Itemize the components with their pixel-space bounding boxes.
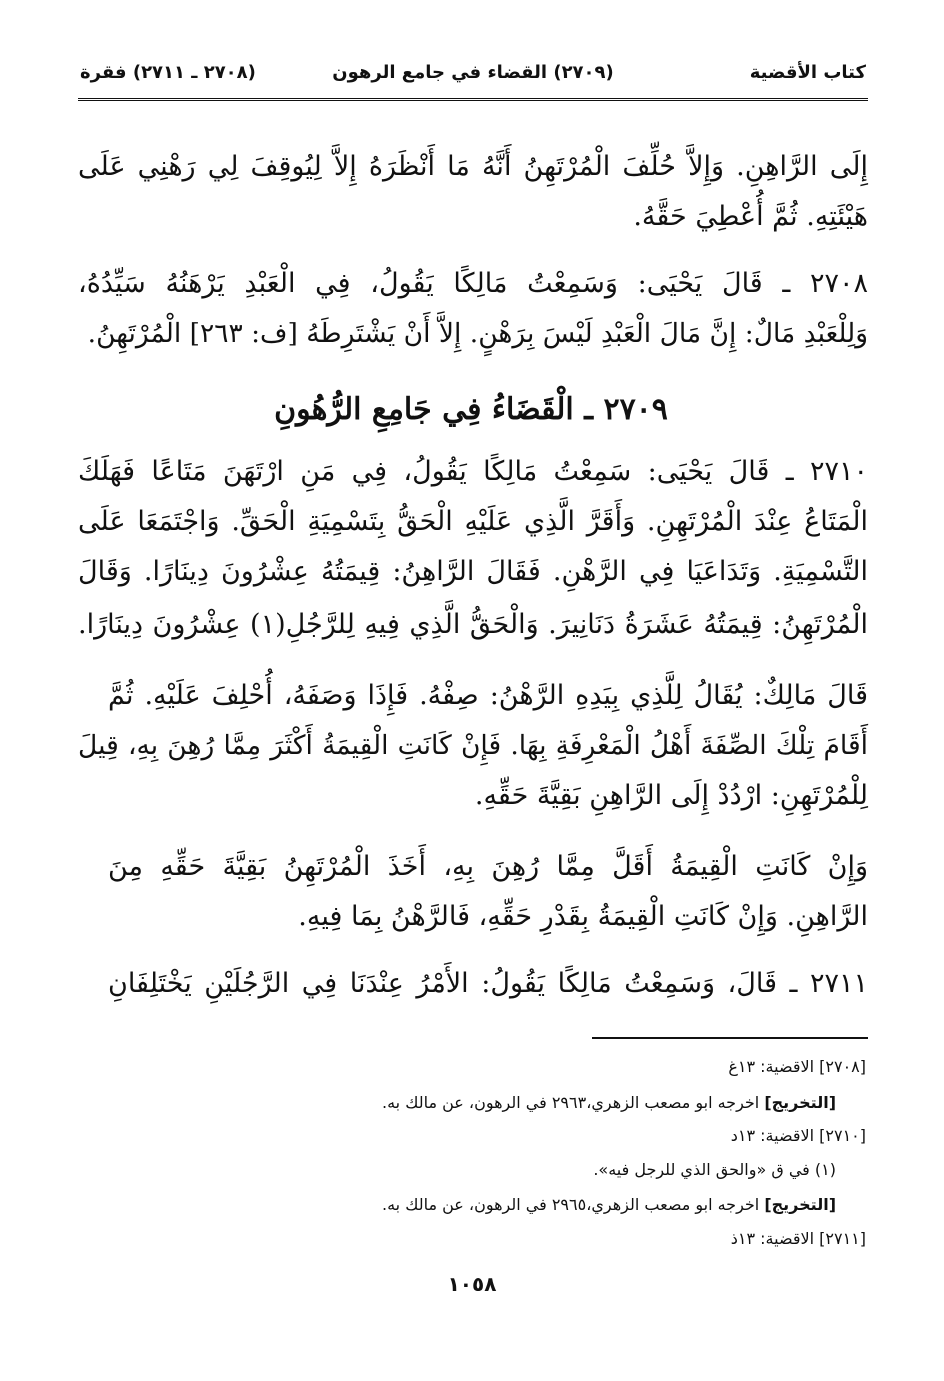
footnote-takhrij [46, 1090, 836, 1116]
page-number: ١٠٥٨ [447, 1272, 497, 1296]
takhrij-tag: [التخريج] [764, 1195, 836, 1214]
text-line: قَالَ مَالِكٌ: يُقَالُ لِلَّذِي بِيَدِهِ الرَّهْنُ: صِفْهُ. فَإِذَا وَصَفَهُ، أُحْلِفَ عَلَيْهِ. ثُمَّ [108, 680, 868, 711]
takhrij-tag: [التخريج] [764, 1093, 836, 1112]
footnote-ref: [٢٧٠٨] الاقضية: ١٣غ [728, 1057, 866, 1076]
header-chapter-title: (٢٧٠٩) القضاء في جامع الرهون [332, 62, 614, 83]
takhrij-text: اخرجه ابو مصعب الزهري،٢٩٦٣ في الرهون، عن مالك به. [382, 1093, 765, 1112]
text-line: الرَّاهِنِ. وَإِنْ كَانَتِ الْقِيمَةُ بِقَدْرِ حَقِّهِ، فَالرَّهْنُ بِمَا فِيهِ. [298, 901, 868, 932]
footnote-variant: (١) في ق «والحق الذي للرجل فيه». [593, 1160, 836, 1179]
footnote-takhrij [46, 1192, 836, 1218]
footnote-ref: [٢٧١٠] الاقضية: ١٣د [730, 1126, 866, 1145]
header-paragraph-range: (٢٧٠٨ ـ ٢٧١١) فقرة [80, 62, 256, 83]
text-line: وَإِنْ كَانَتِ الْقِيمَةُ أَقَلَّ مِمَّا رُهِنَ بِهِ، أَخَذَ الْمُرْتَهِنُ بَقِيَّةَ حَقِّهِ مِنَ [108, 851, 868, 882]
text-line: ٢٧١١ ـ قَالَ، وَسَمِعْتُ مَالِكًا يَقُولُ: الأَمْرُ عِنْدَنَا فِي الرَّجُلَيْنِ يَخْتَلِفَانِ [108, 968, 868, 999]
text-line: ٢٧١٠ ـ قَالَ يَحْيَى: سَمِعْتُ مَالِكًا يَقُولُ، فِي مَنِ ارْتَهَنَ مَتَاعًا فَهَلَكَ [78, 456, 868, 487]
text-line: لِلْمُرْتَهِنِ: ارْدُدْ إِلَى الرَّاهِنِ بَقِيَّةَ حَقِّهِ. [474, 780, 868, 811]
text-line: الْمُرْتَهِنُ: قِيمَتُهُ عَشَرَةُ دَنَانِيرَ. وَالْحَقُّ الَّذِي فِيهِ لِلرَّجُلِ(١) عِشْرُونَ دِينَارًا. [78, 609, 868, 640]
text-line: هَيْئَتِهِ. ثُمَّ أُعْطِيَ حَقَّهُ. [633, 201, 868, 232]
section-title: ٢٧٠٩ ـ الْقَضَاءُ فِي جَامِعِ الرُّهُونِ [274, 392, 668, 427]
footnote-rule [592, 1037, 868, 1039]
header-rule [78, 98, 868, 101]
text-line: وَلِلْعَبْدِ مَالٌ: إِنَّ مَالَ الْعَبْدِ لَيْسَ بِرَهْنٍ. إِلاَّ أَنْ يَشْتَرِطَهُ [ف: ٢٦٣] الْمُرْتَهِنُ. [87, 318, 868, 349]
takhrij-text: اخرجه ابو مصعب الزهري،٢٩٦٥ في الرهون، عن مالك به. [382, 1195, 765, 1214]
text-line: إِلَى الرَّاهِنِ. وَإِلاَّ حُلِّفَ الْمُرْتَهِنُ أَنَّهُ مَا أَنْظَرَهُ إِلاَّ لِيُوقِفَ لِي رَهْنِي عَلَى [78, 151, 868, 182]
text-line: الْمَتَاعُ عِنْدَ الْمُرْتَهِنِ. وَأَقَرَّ الَّذِي عَلَيْهِ الْحَقُّ بِتَسْمِيَةِ الْحَقِّ. وَاجْتَمَعَا عَلَى [78, 506, 868, 537]
running-header [80, 58, 866, 98]
text-line: التَّسْمِيَةِ. وَتَدَاعَيَا فِي الرَّهْنِ. فَقَالَ الرَّاهِنُ: قِيمَتُهُ عِشْرُونَ دِينَارًا. وَقَالَ [78, 556, 868, 587]
header-book-title: كتاب الأقضية [749, 62, 866, 83]
text-line: أَقَامَ تِلْكَ الصِّفَةَ أَهْلُ الْمَعْرِفَةِ بِهَا. فَإِنْ كَانَتِ الْقِيمَةُ أَكْثَرَ مِمَّا رُهِنَ بِهِ، قِيلَ [78, 730, 868, 761]
footnote-ref: [٢٧١١] الاقضية: ١٣ذ [730, 1229, 866, 1248]
text-line: ٢٧٠٨ ـ قَالَ يَحْيَى: وَسَمِعْتُ مَالِكًا يَقُولُ، فِي الْعَبْدِ يَرْهَنُهُ سَيِّدُهُ، [78, 268, 868, 299]
